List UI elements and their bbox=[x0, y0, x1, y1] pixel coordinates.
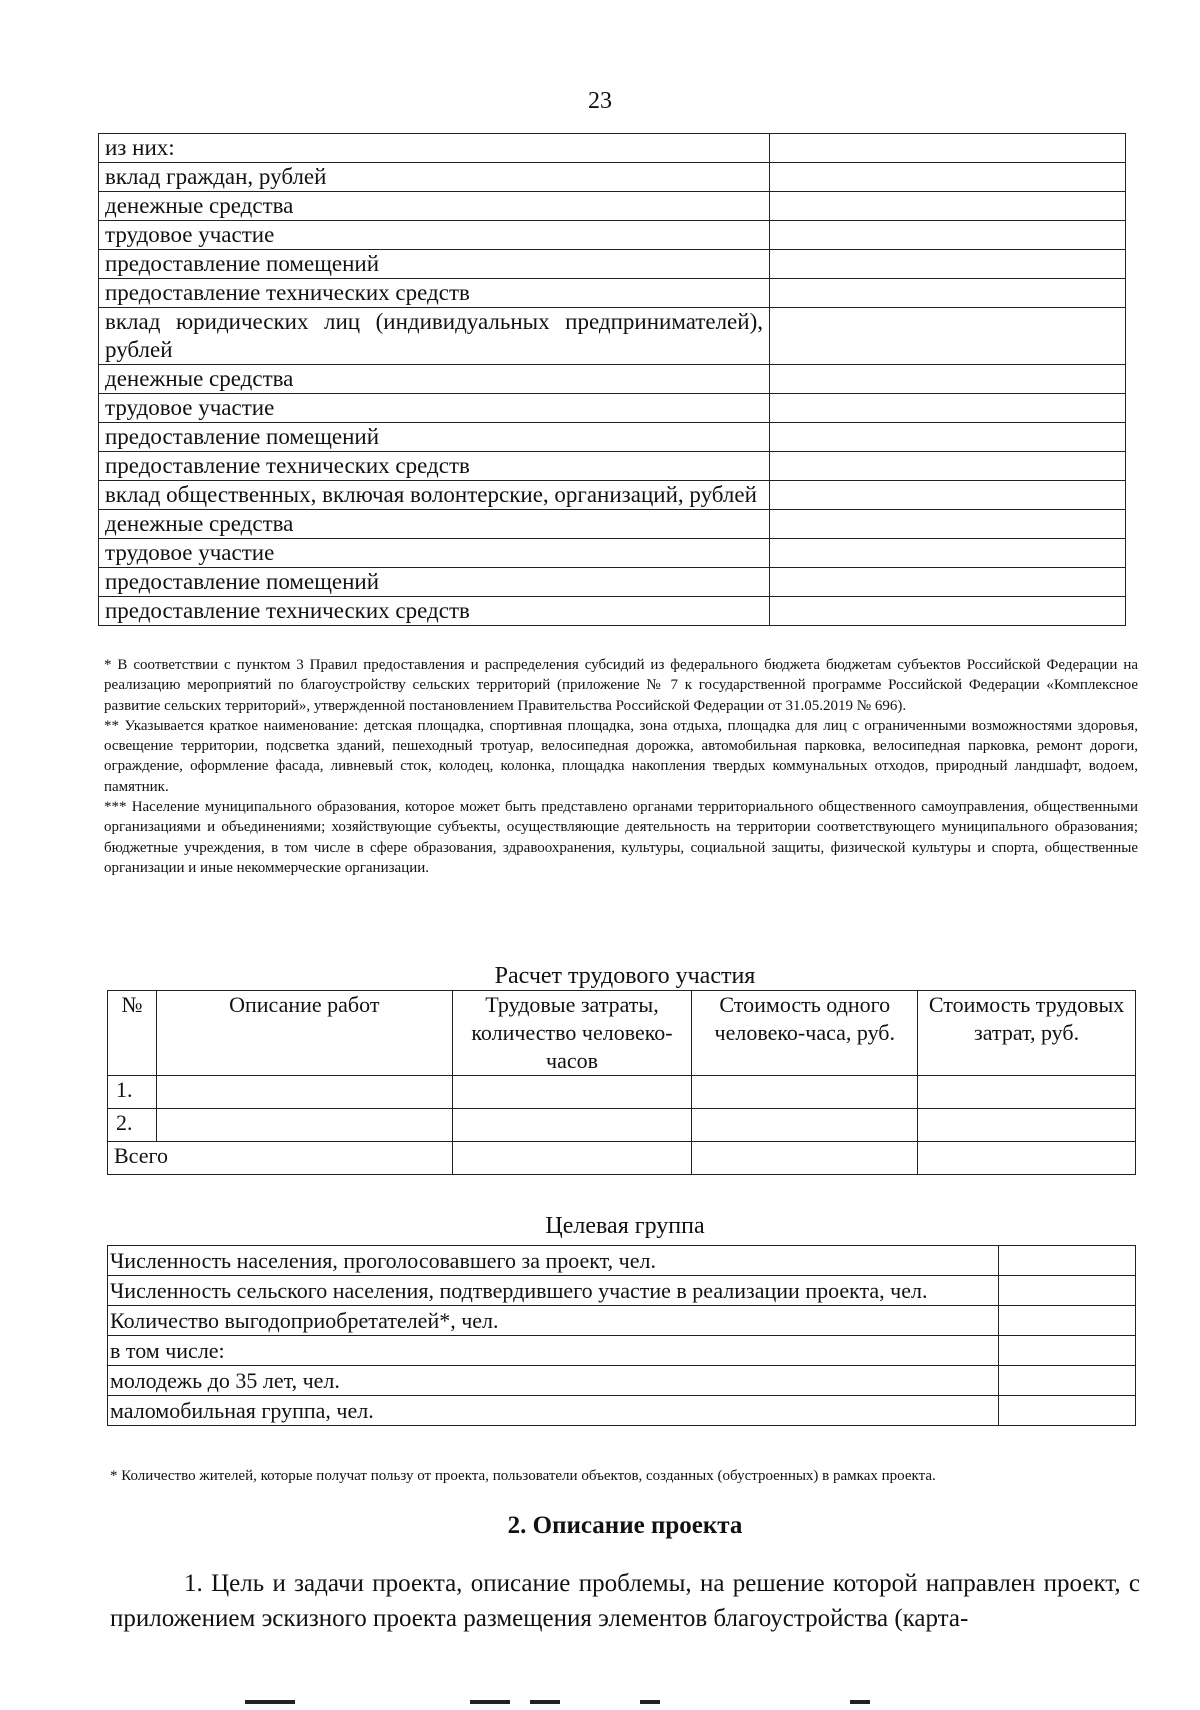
row-value bbox=[770, 597, 1126, 626]
table-cell bbox=[692, 1076, 918, 1109]
table-row bbox=[99, 365, 1126, 394]
table-row bbox=[99, 163, 1126, 192]
row-label: вклад общественных, включая волонтерские, организаций, рублей bbox=[99, 481, 770, 510]
row-number: 1. bbox=[108, 1076, 157, 1109]
row-label: маломобильная группа, чел. bbox=[108, 1396, 999, 1426]
table-cell bbox=[156, 1076, 452, 1109]
row-label: предоставление помещений bbox=[99, 423, 770, 452]
row-label: предоставление технических средств bbox=[99, 279, 770, 308]
row-label: вклад граждан, рублей bbox=[99, 163, 770, 192]
scan-artifact bbox=[470, 1700, 510, 1704]
total-label: Всего bbox=[108, 1142, 453, 1175]
row-value bbox=[770, 308, 1126, 365]
row-label: денежные средства bbox=[99, 510, 770, 539]
labor-table bbox=[107, 990, 1136, 1175]
table-row bbox=[99, 221, 1126, 250]
column-header: Трудовые затраты, количество человеко-часов bbox=[452, 991, 692, 1076]
row-label: трудовое участие bbox=[99, 221, 770, 250]
row-value bbox=[770, 250, 1126, 279]
row-value bbox=[999, 1306, 1136, 1336]
table-row bbox=[99, 394, 1126, 423]
table-row bbox=[99, 539, 1126, 568]
target-group-footnote: * Количество жителей, которые получат пользу от проекта, пользователи объектов, созданных (обустроенных) в рамках проекта. bbox=[110, 1468, 936, 1484]
table-row bbox=[99, 250, 1126, 279]
row-value bbox=[999, 1336, 1136, 1366]
row-value bbox=[999, 1366, 1136, 1396]
table-cell bbox=[156, 1109, 452, 1142]
column-header: № bbox=[108, 991, 157, 1076]
row-label: Численность населения, проголосовавшего за проект, чел. bbox=[108, 1246, 999, 1276]
column-header: Стоимость трудовых затрат, руб. bbox=[918, 991, 1136, 1076]
table-row bbox=[108, 1076, 1136, 1109]
row-label: в том числе: bbox=[108, 1336, 999, 1366]
target-group-title: Целевая группа bbox=[545, 1213, 705, 1239]
footnote: *** Население муниципального образования, которое может быть представлено органами территориального общественного самоуправления, общественными организациями и объединениями; хозяйствующие субъекты, осуществляющие деятельность на территории соответствующего муниципального образования; бюджетные учреждения, в том числе в сфере образования, здравоохранения, культуры, социальной защиты, физической культуры и спорта, общественные организации и иные некоммерческие организации. bbox=[104, 799, 1138, 876]
table-row bbox=[108, 1366, 1136, 1396]
table-row bbox=[99, 279, 1126, 308]
row-label: вклад юридических лиц (индивидуальных предприниматeлей), рублей bbox=[99, 308, 770, 365]
row-value bbox=[770, 192, 1126, 221]
table-cell bbox=[452, 1076, 692, 1109]
table-row bbox=[99, 134, 1126, 163]
row-value bbox=[770, 423, 1126, 452]
contributions-table bbox=[98, 133, 1126, 626]
table-row bbox=[99, 510, 1126, 539]
row-number: 2. bbox=[108, 1109, 157, 1142]
table-cell bbox=[918, 1076, 1136, 1109]
table-row bbox=[99, 568, 1126, 597]
table-row bbox=[99, 481, 1126, 510]
table-cell bbox=[692, 1109, 918, 1142]
table-row bbox=[99, 192, 1126, 221]
row-label: из них: bbox=[99, 134, 770, 163]
table-row bbox=[108, 1109, 1136, 1142]
row-value bbox=[770, 481, 1126, 510]
row-label: предоставление помещений bbox=[99, 250, 770, 279]
table-header-row bbox=[108, 991, 1136, 1076]
column-header: Стоимость одного человеко-часа, руб. bbox=[692, 991, 918, 1076]
row-label: Количество выгодоприобретателей*, чел. bbox=[108, 1306, 999, 1336]
scan-artifact bbox=[850, 1700, 870, 1704]
row-label: трудовое участие bbox=[99, 394, 770, 423]
row-value bbox=[999, 1396, 1136, 1426]
row-value bbox=[770, 394, 1126, 423]
table-cell bbox=[918, 1142, 1136, 1175]
row-value bbox=[999, 1276, 1136, 1306]
row-label: денежные средства bbox=[99, 192, 770, 221]
table-row bbox=[99, 452, 1126, 481]
row-value bbox=[770, 221, 1126, 250]
table-row bbox=[99, 423, 1126, 452]
scan-artifact bbox=[530, 1700, 560, 1704]
page-number: 23 bbox=[588, 88, 612, 114]
row-value bbox=[770, 279, 1126, 308]
row-value bbox=[770, 163, 1126, 192]
table-cell bbox=[692, 1142, 918, 1175]
row-value bbox=[770, 134, 1126, 163]
section-heading: 2. Описание проекта bbox=[507, 1512, 743, 1539]
row-value bbox=[770, 539, 1126, 568]
table-row bbox=[108, 1396, 1136, 1426]
footnotes bbox=[104, 655, 1138, 878]
section-paragraph: 1. Цель и задачи проекта, описание проблемы, на решение которой направлен проект, с приложением эскизного проекта размещения элементов благоустройства (карта- bbox=[110, 1570, 1140, 1632]
row-value bbox=[999, 1246, 1136, 1276]
row-label: предоставление технических средств bbox=[99, 597, 770, 626]
row-label: предоставление помещений bbox=[99, 568, 770, 597]
row-label: трудовое участие bbox=[99, 539, 770, 568]
row-label: молодежь до 35 лет, чел. bbox=[108, 1366, 999, 1396]
row-label: предоставление технических средств bbox=[99, 452, 770, 481]
table-row bbox=[99, 597, 1126, 626]
total-row bbox=[108, 1142, 1136, 1175]
row-value bbox=[770, 568, 1126, 597]
row-value bbox=[770, 452, 1126, 481]
table-row bbox=[108, 1336, 1136, 1366]
column-header: Описание работ bbox=[156, 991, 452, 1076]
scan-artifact bbox=[245, 1700, 295, 1704]
table-cell bbox=[452, 1109, 692, 1142]
row-value bbox=[770, 510, 1126, 539]
row-value bbox=[770, 365, 1126, 394]
table-row bbox=[99, 308, 1126, 365]
target-group-table bbox=[107, 1245, 1136, 1426]
table-cell bbox=[452, 1142, 692, 1175]
table-row bbox=[108, 1246, 1136, 1276]
table-row bbox=[108, 1306, 1136, 1336]
row-label: Численность сельского населения, подтвердившего участие в реализации проекта, чел. bbox=[108, 1276, 999, 1306]
footnote: * В соответствии с пунктом 3 Правил предоставления и распределения субсидий из федерального бюджета бюджетам субъектов Российской Федерации на реализацию мероприятий по благоустройству сельских территорий (приложение № 7 к государственной программе Российской Федерации «Комплексное развитие сельских территорий», утвержденной постановлением Правительства Российской Федерации от 31.05.2019 № 696). bbox=[104, 657, 1138, 714]
table-row bbox=[108, 1276, 1136, 1306]
labor-table-title: Расчет трудового участия bbox=[494, 963, 756, 989]
scan-artifact bbox=[640, 1700, 660, 1704]
row-label: денежные средства bbox=[99, 365, 770, 394]
footnote: ** Указывается краткое наименование: детская площадка, спортивная площадка, зона отдыха, площадка для лиц с ограниченными возможностями здоровья, освещение территории, подсветка зданий, пешеходный тротуар, велосипедная дорожка, автомобильная парковка, велосипедная парковка, ремонт дороги, ограждение, оформление фасада, ливневый сток, колодец, колонка, площадка накопления твердых коммунальных отходов, природный ландшафт, водоем, памятник. bbox=[104, 717, 1138, 795]
table-cell bbox=[918, 1109, 1136, 1142]
